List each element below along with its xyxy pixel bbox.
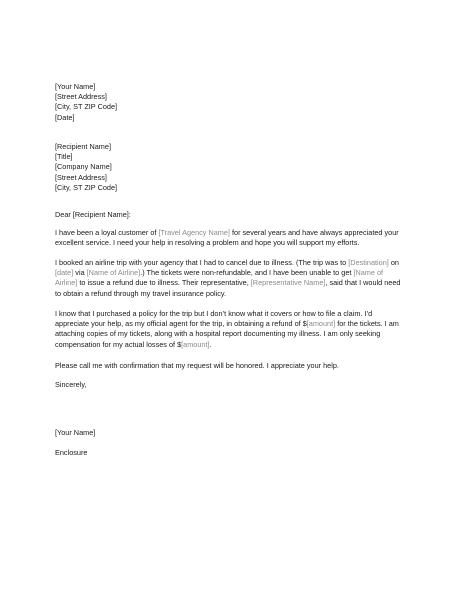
text-run: compensation for my actual losses of $ [55, 339, 182, 349]
paragraph-3-line-1: I know that I purchased a policy for the trip but I don’t know what it covers or how to file a claim. I’d [55, 309, 373, 318]
text-run: for several years and have always appreciated your [229, 228, 399, 237]
closing-text: Sincerely, [55, 380, 87, 389]
placeholder-airline-name-start: [Name of [353, 268, 384, 278]
recipient-city: [City, ST ZIP Code] [55, 182, 118, 192]
salutation-text: Dear [Recipient Name]: [55, 210, 131, 219]
text-run: . [209, 339, 212, 349]
text-run: I booked an airline trip with your agency that I had to cancel due to illness. (The trip was to [55, 258, 349, 267]
text-run: I have been a loyal customer of [55, 228, 159, 237]
recipient-street: [Street Address] [55, 172, 107, 182]
placeholder-airline: [Name of Airline] [86, 268, 141, 278]
enclosure [55, 448, 420, 458]
text-run: , said that I would need [325, 278, 401, 288]
sender-city: [City, ST ZIP Code] [55, 102, 118, 112]
placeholder-travel-agency: [Travel Agency Name] [158, 228, 230, 237]
paragraph-1-line-1 [55, 228, 420, 238]
paragraph-4-text: Please call me with confirmation that my request will be honored. I appreciate your help. [55, 361, 339, 370]
sender-street: [Street Address] [55, 92, 107, 102]
signature-name: [Your Name] [55, 428, 96, 437]
paragraph-3 [55, 309, 420, 350]
enclosure-text: Enclosure [55, 448, 88, 457]
salutation [55, 210, 420, 220]
text-run: to issue a refund due to illness. Their representative, [77, 278, 251, 288]
paragraph-1-line-2: excellent service. I need your help in resolving a problem and hope you will support my efforts. [55, 238, 360, 248]
recipient-title: [Title] [55, 152, 73, 162]
placeholder-date: [date] [55, 268, 74, 278]
placeholder-amount: [amount] [306, 319, 336, 329]
text-run: .) The tickets were non-refundable, and I have been unable to get [140, 268, 354, 278]
paragraph-3-line-4 [55, 340, 420, 350]
paragraph-4 [55, 361, 420, 371]
recipient-address-block [55, 142, 420, 193]
placeholder-representative: [Representative Name] [250, 278, 326, 288]
recipient-company: [Company Name] [55, 162, 112, 172]
placeholder-destination: [Destination] [348, 258, 389, 267]
text-run: for the tickets. I am [335, 319, 399, 329]
paragraph-2-line-2 [55, 268, 420, 278]
paragraph-2-line-3 [55, 278, 420, 288]
paragraph-3-line-3: attaching copies of my tickets, along with a hospital report documenting my illness. I am only seeking [55, 329, 381, 339]
text-run: via [73, 268, 87, 278]
signature [55, 428, 420, 438]
paragraph-3-line-2 [55, 319, 420, 329]
paragraph-2-line-1 [55, 258, 420, 268]
letter-date: [Date] [55, 112, 75, 122]
text-run: on [388, 258, 399, 267]
recipient-name: [Recipient Name] [55, 142, 111, 151]
paragraph-1 [55, 228, 420, 248]
sender-name: [Your Name] [55, 82, 96, 91]
closing [55, 380, 420, 390]
sender-address-block [55, 82, 420, 123]
paragraph-2 [55, 258, 420, 299]
text-run: appreciate your help, as my official agent for the trip, in obtaining a refund of $ [55, 319, 307, 329]
placeholder-amount: [amount] [181, 339, 210, 349]
placeholder-airline-name-end: Airline] [55, 278, 78, 288]
paragraph-2-line-4: to obtain a refund through my travel insurance policy. [55, 288, 227, 298]
